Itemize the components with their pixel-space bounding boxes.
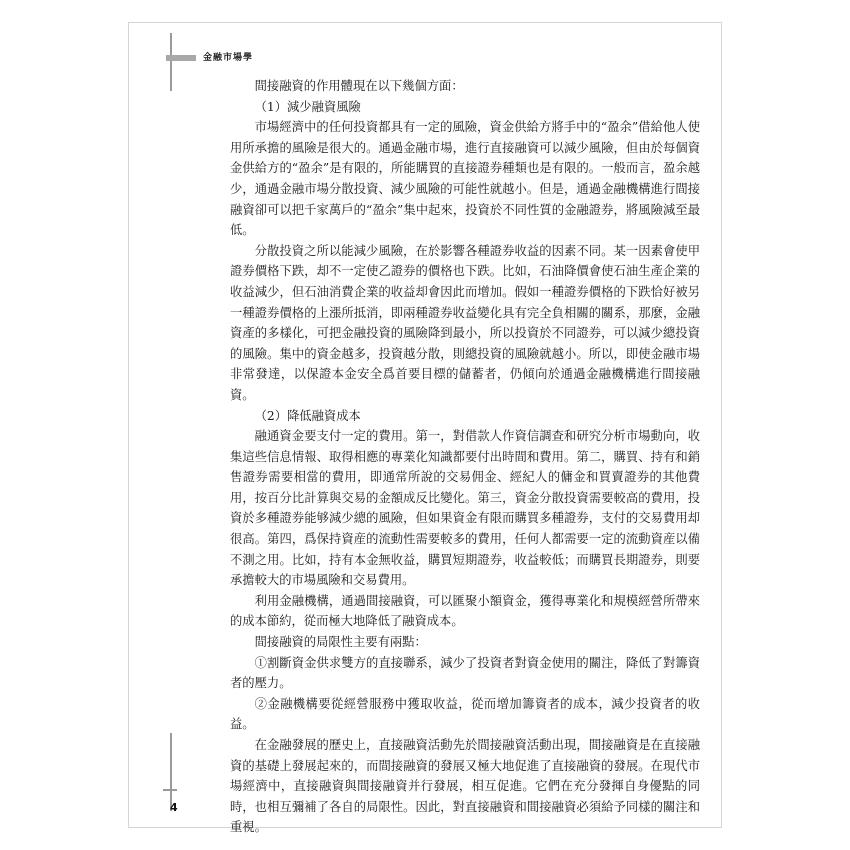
section-heading-2: （2）降低融資成本 bbox=[254, 408, 361, 423]
limitations-line: 間接融資的局限性主要有兩點： bbox=[254, 635, 427, 650]
paragraph-2: 分散投資之所以能減少風險，在於影響各種證券收益的因素不同。某一因素會使甲證券價格下跌，却不一定使乙證券的價格也下跌。比如，石油降價會使石油生產企業的收益減少，但石油消費企業的收益却會因此而增加。假如一種證券價格的下跌恰好被另一種證券價格的上漲所抵消，即兩種證券收益變化具有完全負相關的關系，那麼，金融資產的多樣化，可把金融投資的風險降到最小，所以投資於不同證券，可以減少總投資的風險。集中的資金越多，投資越分散，則總投資的風險就越小。所以，即使金融市場非常發達，以保證本金安全爲首要目標的儲蓄者，仍傾向於通過金融機構進行間接融資。 bbox=[230, 243, 700, 402]
limitation-item-2: ②金融機構要從經營服務中獲取收益，從而增加籌資者的成本，減少投資者的收益。 bbox=[230, 696, 700, 732]
paragraph-5: 在金融發展的歷史上，直接融資活動先於間接融資活動出現，間接融資是在直接融資的基礎上發展起來的，而間接融資的發展又極大地促進了直接融資的發展。在現代市場經濟中，直接融資與間接融資并行發展，相互促進。它們在充分發揮自身優點的同時，也相互彌補了各自的局限性。因此，對直接融資和間接融資必須給予同樣的關注和重視。 bbox=[230, 738, 700, 835]
section-heading-1: （1）減少融資風險 bbox=[254, 99, 361, 114]
header-rule bbox=[170, 33, 172, 91]
body-text bbox=[230, 76, 700, 838]
footer-rule bbox=[170, 733, 172, 811]
running-header-title: 金融市場學 bbox=[203, 53, 254, 63]
footer-tick bbox=[163, 789, 177, 791]
paragraph-1: 市場經濟中的任何投資都具有一定的風險，資金供給方將手中的“盈余”借給他人使用所承擔的風險是很大的。通過金融市場，進行直接融資可以減少風險，但由於每個資金供給方的“盈余”是有限的，所能購買的直接證券種類也是有限的。一般而言，盈余越少，通過金融市場分散投資、減少風險的可能性就越小。但是，通過金融機構進行間接融資卻可以把千家萬戶的“盈余”集中起來，投資於不同性質的金融證券，將風險減至最低。 bbox=[230, 120, 700, 238]
paragraph-3: 融通資金要支付一定的費用。第一，對借款人作資信調查和研究分析市場動向，收集這些信息情報、取得相應的專業化知識都要付出時間和費用。第二，購買、持有和銷售證券需要相當的費用，即通常所說的交易佣金、經紀人的傭金和買賣證券的其他費用，按百分比計算與交易的金額成反比變化。第三，資金分散投資需要較高的費用，投資於多種證券能够減少總的風險，但如果資金有限而購買多種證券，支付的交易費用却很高。第四，爲保持資産的流動性需要較多的費用，任何人都需要一定的流動資産以備不測之用。比如，持有本金無收益，購買短期證券，收益較低；而購買長期證券，則要承擔較大的市場風險和交易費用。 bbox=[230, 429, 700, 588]
limitation-item-1: ①割斷資金供求雙方的直接聯系，減少了投資者對資金使用的關注，降低了對籌資者的壓力。 bbox=[230, 655, 700, 691]
header-accent-bar bbox=[166, 55, 196, 61]
page-number: 4 bbox=[170, 801, 178, 814]
paragraph-4: 利用金融機構，通過間接融資，可以匯聚小額資金，獲得專業化和規模經營所帶來的成本節約，從而極大地降低了融資成本。 bbox=[230, 593, 700, 629]
intro-line: 間接融資的作用體現在以下幾個方面： bbox=[254, 79, 464, 93]
